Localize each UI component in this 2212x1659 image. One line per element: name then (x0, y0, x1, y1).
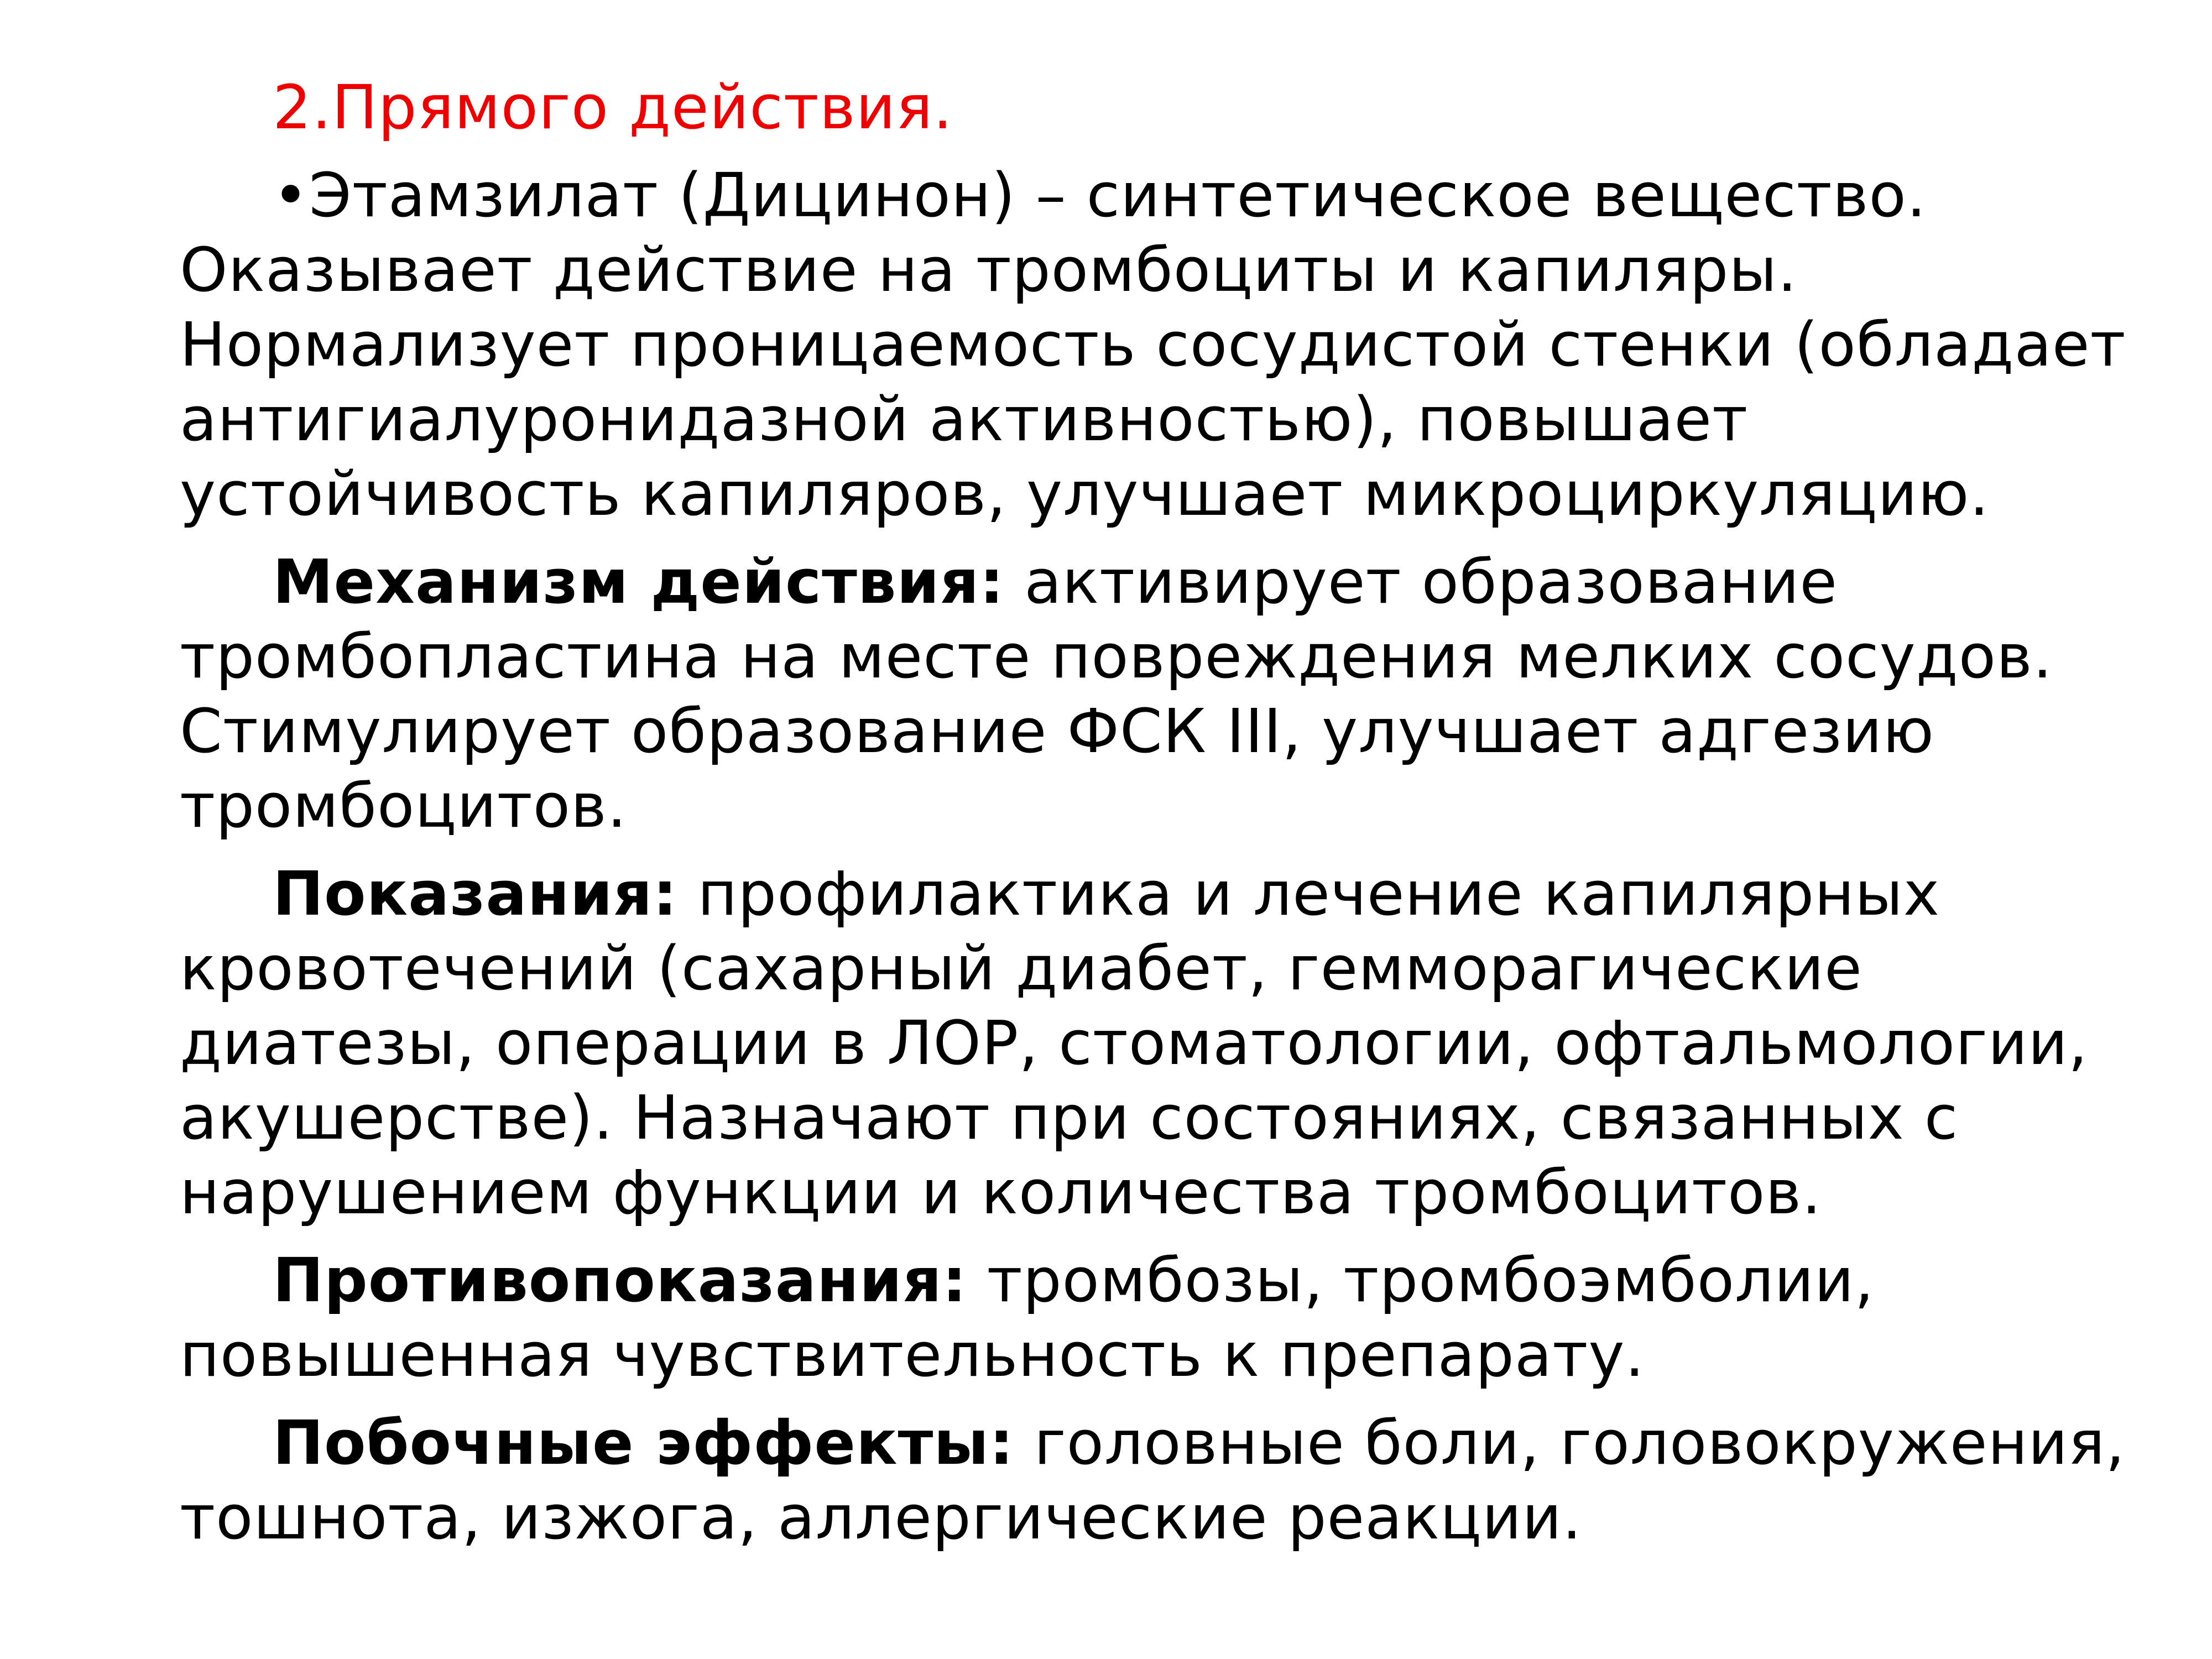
contraindications-text: тромбозы, тромбоэмболии, повышенная чувствительность к препарату. (180, 1245, 1875, 1390)
side-effects-paragraph (180, 1406, 2176, 1555)
intro-paragraph (180, 158, 2176, 531)
indications-text: профилактика и лечение капилярных кровотечений (сахарный диабет, гемморагические диатезы, операции в ЛОР, стоматологии, офтальмологии, акушерстве). Назначают при состояниях, связанных с нарушением функции и количества тромбоцитов. (180, 858, 2088, 1228)
indications-label: Показания: (273, 858, 678, 929)
intro-text: Этамзилат (Дицинон) – синтетическое вещество. Оказывает действие на тромбоциты и капиляры. Нормализует проницаемость сосудистой стенки (обладает антигиалуронидазной активностью), повышает устойчивость капиляров, улучшает микроциркуляцию. (180, 160, 2126, 529)
mechanism-text: активирует образование тромбопластина на месте повреждения мелких сосудов. Стимулирует образование ФСК III, улучшает адгезию тромбоцитов. (180, 546, 2053, 841)
indications-paragraph (180, 857, 2176, 1230)
mechanism-label: Механизм действия: (273, 546, 1005, 617)
side-effects-text: головные боли, головокружения, тошнота, изжога, аллергические реакции. (180, 1407, 2126, 1553)
bullet-icon: • (273, 160, 309, 231)
contraindications-paragraph (180, 1243, 2176, 1392)
slide-text-body (180, 70, 2176, 1568)
contraindications-label: Противопоказания: (273, 1245, 967, 1316)
side-effects-label: Побочные эффекты: (273, 1407, 1014, 1478)
mechanism-paragraph (180, 545, 2176, 843)
section-heading: 2.Прямого действия. (273, 72, 953, 143)
